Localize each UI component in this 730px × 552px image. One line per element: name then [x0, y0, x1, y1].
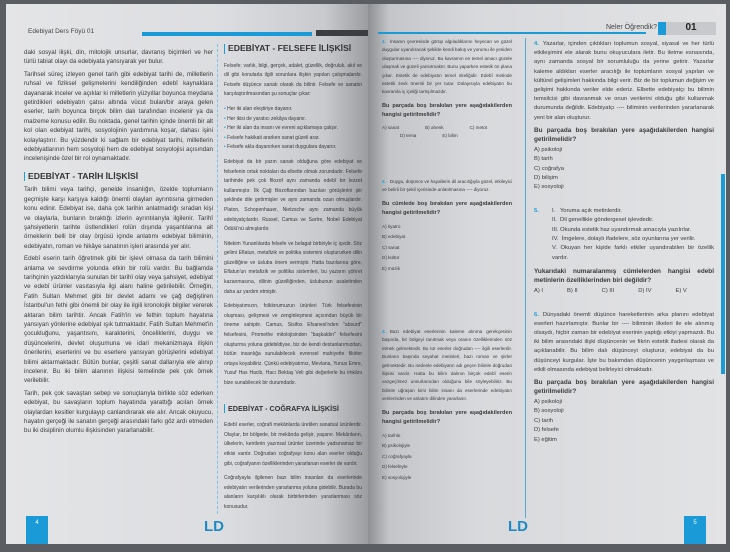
- question-number: 2.: [382, 179, 386, 184]
- paragraph: Tarihsel süreç izleyen genel tarih gibi edebiyat tarihi de, milletlerin ruhsal ve fiziksel gelişmelerini kendiliğinden edebî kaynaklara dayanarak inceler ve açıklar ki milletlerin yüzyıllar boyunca meydana getirdikleri edebiyatın çatısı altında vücut bulan/bir araya gelen eserler, tarih boyunca birçok bilim dalı tarafından incelenir ya da malzeme konusu edilir. Bu noktada, genel tarihin içinde önemli bir alt kol olan edebiyat tarihi, sosyolojinin yardımına koşar, dahası işini kolaylaştırır. Bu yüzdendir ki sağlam bir edebiyat tarihi, milletlerin edebiyatlarının hem sosyoloji hem de edebiyat sosyolojisi açısından incelenişinde özel bir rol oynamaktadır.: [24, 70, 213, 163]
- option-e[interactable]: E) eğitim: [534, 436, 557, 443]
- paragraph: Edebiyatımızın, folklorumuzun ürünleri Türk felsefesinin oluşması, gelişmesi ve zenginleşmesi açısından büyük bir öneme sahiptir. Camus, Sisifos Efsanesi'nden "absurd" felsefesini, Promethe mitolojisinden "başkaldırı" felsefesini oluşturma yoluna gidebildiyse, biz de kendi destanlarımızdan, bütün insanlığa sunulabilecek evrensel mahiyette fikirler ortaya koyabiliriz. Çünkü edebiyatımız, Mevlana, Yunus Emre, Yusuf Has Hacib, Hacı Bektaş Veli gibi değerlerle bu imkânı bize sunabilecek bir durumdadır.: [224, 303, 362, 386]
- question-prompt: Bu parçada boş bırakılan yere aşağıdakilerden hangisi getirilmelidir?: [534, 378, 714, 395]
- questions-left-column: [382, 38, 512, 483]
- option-e[interactable]: E) V: [675, 288, 687, 295]
- option-c[interactable]: C) coğrafyayla: [382, 453, 412, 459]
- option-b[interactable]: B) tarih: [534, 156, 553, 163]
- option-d[interactable]: D) IV: [638, 288, 652, 295]
- list-item: • Her iki alan eleştiriye dayanır.: [224, 105, 362, 115]
- list-item: • Her ikisi de yaratıcı zekâya dayanır.: [224, 115, 362, 125]
- header-dark-bar: [316, 30, 368, 36]
- option-a[interactable]: A) I: [534, 288, 544, 295]
- list-item: • Felsefe akla dayanırken sanat duygulara dayanır.: [224, 143, 362, 153]
- option-e[interactable]: E) müzik: [382, 265, 400, 271]
- option-c[interactable]: C) sanat: [382, 244, 400, 250]
- questions-right-column: [534, 40, 714, 445]
- list-item: • Her iki alan da insanı ve evreni açıklamaya çalışır.: [224, 124, 362, 134]
- option-c[interactable]: C) coğrafya: [534, 165, 564, 172]
- statement: II. Dil genellikle göndergesel işlevdedir.: [552, 217, 654, 224]
- paragraph: Edebiyat da bir yazın sanatı olduğuna göre edebiyat ve felsefenin ortak noktaları da elbette olmak zorundadır. Felsefe tarihinde pek çok filozof aynı zamanda edebî bir lezzet kullanmıştır. İlk Çağ filozoflarından bazıları görüşlerini şiir şeklinde dile getirmişler ve aynı zamanda ozan olmuşlardır. Platon, Schopenhauer, Nietzsche aynı zamanda büyük edebiyatçılardır. Russel, Camus ve Sartre, Nobel Edebiyat Ödülü'nü almışlardır.: [224, 158, 362, 233]
- option-b[interactable]: B) sosyoloji: [534, 408, 564, 415]
- question-prompt: Bu cümlede boş bırakılan yere aşağıdakilerden hangisi getirilmelidir?: [382, 200, 512, 216]
- left-page: [6, 4, 368, 544]
- question-5: [534, 207, 714, 297]
- option-e[interactable]: E) sosyoloji: [534, 184, 564, 191]
- option-d[interactable]: D) kültür: [382, 255, 400, 261]
- question-text: Bazı edebiyat eserlerinin kaleme alınma gerekçesinin başında, bir bölgeyi tanıtmak veya oranın özelliklerinden söz etmek gelmektedir. Bu tür eserler doğrudan ---- ilgili eserlerdir. Bunların başında seyahat metinleri, bazı roman ve şiirler gelmektedir. Bu nedenle edebiyatın adı geçen bilimle doğrudan ilişkisi vardır. Hatta bu bilim dalının birçok edebî eserin vazgeçilmez unsurlarından olduğunu bile söyleyebiliriz. Bu bilimle uğraşan kimi bilim insanı da eserlerinde edebiyatın verilerinden ve anlatım dilinden yararlanır.: [382, 329, 512, 402]
- page-number: 4: [26, 516, 48, 544]
- option-a[interactable]: A) sanat: [382, 124, 400, 130]
- option-b[interactable]: B) psikolojiyle: [382, 443, 411, 449]
- option-a[interactable]: A) psikoloji: [534, 146, 563, 153]
- paragraph: Felsefe; varlık, bilgi, gerçek, adalet, güzellik, doğruluk, akıl ve dil gibi konularla ilgili sorunlara ilişkin yapılan çalışmalardır. Felsefe düşünce sanatı olarak da bilinir. Felsefe ve sanatın karşılaştırılmasından şu sonuçlar çıkar:: [224, 62, 362, 98]
- option-a[interactable]: A) tiyatro: [382, 223, 401, 229]
- option-b[interactable]: B) edebiyat: [382, 234, 406, 240]
- option-a[interactable]: A) tarihle: [382, 432, 401, 438]
- paragraph: Tarih bilimi veya tarihçi, genelde insanlığın, özelde toplumların geçmişte karşı karşıya kaldığı önemli olayları ayrıntısına girmeden konu edinir. Edebiyat ise, daha çok tarihin anlatmadığı sıradan kişi ve olaylarla, bunların bıraktığı izlerin ayrıntılarıyla ilgilenir. Tarihî şahsiyetlerin tarihte üstlendikleri rolün dışında yaşantılarına ait örneklerin belli bir olay örgüsü içinde anlatımı edebiyat biliminin, edebiyatın, roman ve hikâye sanatının işleri arasında yer alır.: [24, 186, 213, 250]
- list-item: • Felsefe hakikati ararken sanat güzeli arar.: [224, 134, 362, 144]
- section-heading-history: EDEBİYAT - TARİH İLİŞKİSİ: [24, 172, 138, 181]
- section-heading-philosophy: EDEBİYAT - FELSEFE İLİŞKİSİ: [224, 44, 351, 54]
- option-d[interactable]: D) tema: [400, 133, 417, 139]
- question-number: 6.: [534, 311, 539, 318]
- page-number: 5: [684, 516, 706, 544]
- paragraph: Coğrafyayla ilgilenen bazı bilim insanları da eserlerinde edebiyatın verilerinden yararlanma yoluna gidebilir. Burada bu alanların karşılıklı olarak birbirlerinden yararlanması söz konusudur.: [224, 475, 362, 510]
- question-number: 3.: [382, 329, 386, 334]
- bullet-list: [224, 105, 362, 153]
- question-text: Dünyadaki önemli düşünce hareketlerinin arka planını edebiyat eserleri hazırlamıştır. Bunlar bir ---- biliminin ilkeleri ile ele alınmış olsaydı, hiçbir zaman bir edebiyat eserinin yaptığı etkiyi yapmazdı. Bu iki bilim arasındaki ilişki düşüncenin ve fikrin estetik ifadesi olarak da açıklanabilir. Bu bilim dalı düşünceyi oluşturur, edebiyat da bu düşünceyi kurgular. İşte bu bakımdan düşüncenin yaygınlaşması ve etkili olmasında edebiyat belirleyici olmaktadır.: [534, 311, 714, 373]
- option-e[interactable]: E) sosyolojiyle: [382, 474, 412, 480]
- option-b[interactable]: B) ahenk: [425, 124, 444, 130]
- paragraph: Nitekim Yunanlılarda felsefe ve belagat birbiriyle iç içedir. Söz gelimi Eflatun, metafizik ve politika sistemini oluştururken dilin güzelliğine ve üsluba önem vermiştir. Hatta bazılarına göre, Eflatun'un metafizik ve politika sistemleri, bu yazarın şöhret kazanmasına, dilinin güzelliğinden, üslubunun asaletinden daha az yardım etmiştir.: [224, 240, 362, 295]
- question-prompt: Yukarıdaki numaralanmış cümlelerden hangisi edebî metinlerin özelliklerinden biri değildir?: [534, 268, 714, 285]
- option-d[interactable]: D) felsefe: [534, 427, 559, 434]
- paragraph: Edebî eserler, coğrafi mekânlarda üretilen sanatsal ürünlerdir. Olaylar, bir bölgede, bir mekânda gelişir, yaşanır. Mekânların, ülkelerin, kentlerin yazınsal ürünler üzerinde yadsınamaz bir etkisi vardır. Doğrudan coğrafyayı konu alan eserler olduğu gibi, coğrafyanın özelliklerinden yararlanan eserler de vardır.: [224, 422, 362, 467]
- question-number: 4.: [534, 41, 539, 47]
- option-d[interactable]: D) bilişim: [534, 175, 558, 182]
- question-3: [382, 328, 512, 483]
- left-column: [24, 48, 213, 439]
- option-c[interactable]: C) metot: [469, 124, 488, 130]
- options: [534, 287, 714, 296]
- option-e[interactable]: E) bilim: [442, 133, 458, 139]
- unit-badge: 01: [658, 22, 716, 35]
- question-6: [534, 311, 714, 445]
- option-a[interactable]: A) psikoloji: [534, 398, 563, 405]
- statement: V. Okuyan her kişide farklı etkiler uyandırabilen bir özellik vardır.: [552, 245, 714, 261]
- question-text: Duygu, düşünce ve hayallerin dil aracılığıyla güzel, etkileyici ve belirli bir şekil içerisinde anlatılmasına ---- diyoruz.: [382, 179, 512, 193]
- publisher-logo: LD: [204, 518, 224, 535]
- question-text: İnsanın çevresinde görüp algıladıklarını heyecan ve güzel duygular uyandıracak şekilde kendi bakış ve yorumu ile yeniden oluşturmasına ---- diyoruz. Bu kavramın en temel amacı güzele ulaşmak ve güzeli yansıtmaktır. Bunu yaparken estetik ön plana çıkar. Estetik de edebiyatın temel niteliğidir. Edebî metinde estetik zevk önemli bir yer tutar. Dolayısıyla edebiyatın bu kavramla iç içeliği tartışılmazdır.: [382, 39, 512, 95]
- header-accent-bar: [142, 32, 312, 36]
- question-text: Yazarlar, içinden çıktıkları toplumun sosyal, siyasal ve her türlü etkileşimini ele alarak bunu okuyuculara iletir. Bu iletme esnasında, aynı zamanda sosyal bir sorumluluğu da yerine getirir. Yazarlar kaleme aldıkları eserler aracılığı ile toplumların sosyal yapıları ve kültürel gelişimleri hakkında bilgi verir. Biz de bir toplumun değişim ve gelişimi hakkında veriler elde ederiz. Elbette edebiyatçı bu bilimin temsilcisi gibi davranmak ve onun verilerini olduğu gibi kullanmak durumunda değildir. Edebiyatçı ---- biliminin verilerinden yararlanarak yeni bir alan oluşturur.: [534, 41, 714, 121]
- column-divider: [525, 38, 526, 518]
- option-c[interactable]: C) tarih: [534, 417, 554, 424]
- statement: I. Yoruma açık metinlerdir.: [552, 207, 622, 214]
- question-prompt: Bu parçada boş bırakılan yere aşağıdakilerden hangisi getirilmelidir?: [534, 126, 714, 143]
- question-2: [382, 178, 512, 328]
- question-prompt: Bu parçada boş bırakılan yere aşağıdakilerden hangisi getirilmelidir?: [382, 409, 512, 425]
- header-title: Edebiyat Ders Föyü 01: [28, 28, 95, 35]
- right-column: [224, 42, 362, 518]
- question-1: [382, 38, 512, 178]
- section-heading-geography: EDEBİYAT - COĞRAFYA İLİŞKİSİ: [224, 404, 339, 414]
- right-page: [368, 4, 726, 544]
- paragraph: daki sosyal ilişki, din, mitolojik unsurlar, davranış biçimleri ve her türlü tabiat olayı da edebiyata yansıyarak yer bulur.: [24, 49, 213, 66]
- option-c[interactable]: C) III: [601, 288, 615, 295]
- question-prompt: Bu parçada boş bırakılan yere aşağıdakilerden hangisi getirilmelidir?: [382, 102, 512, 118]
- statement: III. Okunda estetik haz uyandırmak amacıyla yazılırlar.: [552, 226, 692, 233]
- section-title: Neler Öğrendik?: [606, 24, 657, 31]
- options: [382, 124, 512, 132]
- options: [382, 132, 512, 140]
- question-number: 1.: [382, 39, 386, 44]
- paragraph: Edebî eserin tarih öğretmek gibi bir işlevi olmasa da tarih bilimini anlama ve sevdirme yolunda etkin bir rolü vardır. Bu bağlamda tarihçinin yazdıklarıyla sunulan bir tarihî olay veya şahsiyet, edebiyat ve edebî ürünler vasıtasıyla ilgi alanı haline getirilebilir. Örneğin, Fatih Sultan Mehmet gibi bir devlet adamı ve çağ değiştiren İstanbul'un fethi gibi önemli bir olay ile ilgili kronolojik bilgiler vererek aktaran bilim tarihtir. Ancak Fatih'in ve fethin toplum hayatına yansıyan yönlerine edebiyat ışık tutmaktadır. Fatih Sultan Mehmet'in çocukluğunu, yaşantısını, karakterini, önceliklerini, duygu ve düşüncelerini, devlet oluşumuna ve idari mekanizmaya ilişkin önerilerini, eserlerini ve bu eserlere yansıyan görüşlerini edebiyat bilimi aktarmaktadır. Bütün bunlar, çeşitli sanat dallarıyla ele alınıp incelenir. Bu iki bilim alanının ilişkisi temelinde pek çok örnek verilebilir.: [24, 255, 213, 385]
- option-b[interactable]: B) II: [567, 288, 578, 295]
- question-4: [534, 40, 714, 193]
- option-d[interactable]: D) felsefeyle: [382, 464, 408, 470]
- question-number: 5.: [534, 207, 539, 214]
- paragraph: Tarih, pek çok savaştan sebep ve sonuçlarıyla birlikte söz ederken edebiyat, bu savaşların toplum hayatında yarattığı acıları örnek olaylardan kesitler kurgulayıp canlandırarak ele alır. Ancak okuyucu, hayatın gerçeği ile sanatın gerçeği arasındaki farkı göz ardı etmeden bu iki disiplinin olumlu ilişkisinden yararlanabilir.: [24, 389, 213, 435]
- edge-accent-bar: [721, 174, 725, 374]
- column-divider: [217, 44, 218, 514]
- statement: IV. İmgelere, dolaylı ifadelere, söz oyunlarına yer verilir.: [552, 236, 696, 243]
- header-accent-line: [378, 32, 646, 34]
- publisher-logo: LD: [508, 518, 528, 535]
